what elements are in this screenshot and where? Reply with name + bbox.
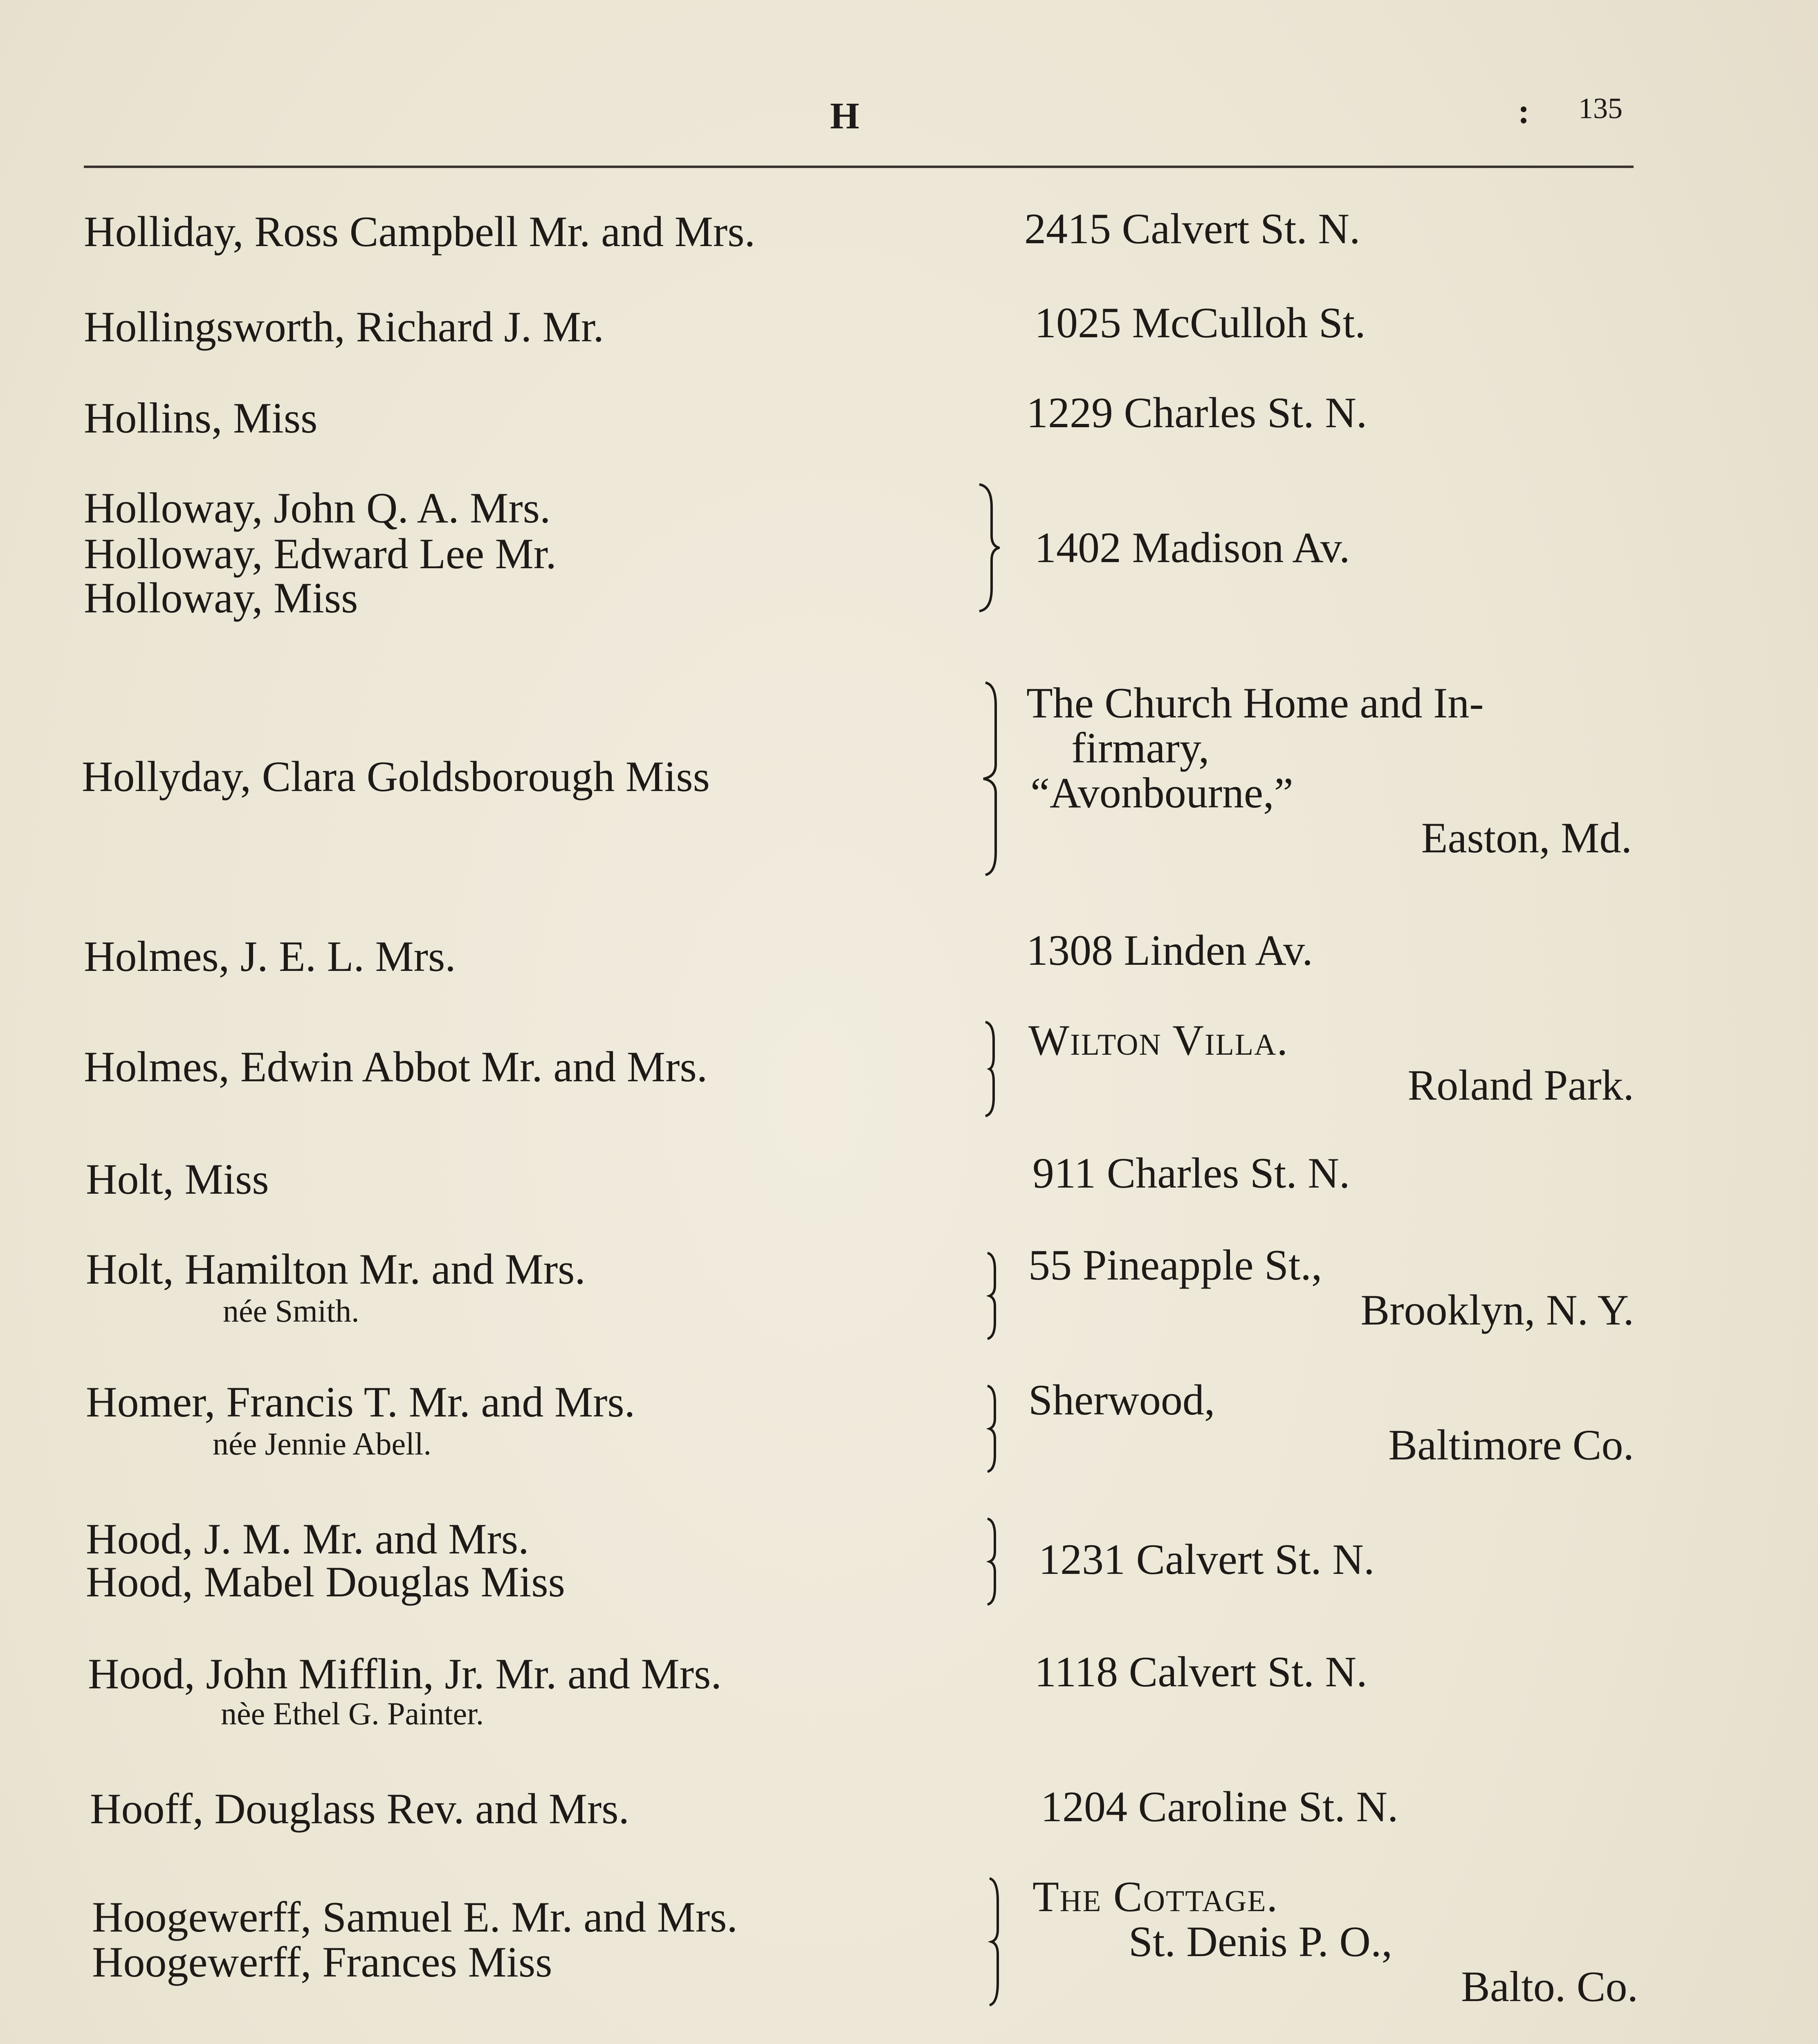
entry-address: Easton, Md. <box>1421 814 1632 862</box>
entry-address: firmary, <box>1071 724 1210 772</box>
header-mark: : <box>1518 92 1530 131</box>
entry-name: Hollingsworth, Richard J. Mr. <box>84 303 604 351</box>
entry-name: Holliday, Ross Campbell Mr. and Mrs. <box>84 208 755 256</box>
entry-address: 55 Pineapple St., <box>1028 1241 1322 1289</box>
entry-name: Holmes, Edwin Abbot Mr. and Mrs. <box>84 1043 708 1091</box>
entry-address: 2415 Calvert St. N. <box>1024 205 1360 253</box>
entry-name: Hoogewerff, Frances Miss <box>92 1938 552 1986</box>
page-number: 135 <box>1578 92 1623 125</box>
entry-address: 1229 Charles St. N. <box>1026 389 1367 437</box>
entry-address: St. Denis P. O., <box>1129 1918 1392 1966</box>
entry-address: 1308 Linden Av. <box>1026 926 1313 974</box>
entry-name: Hood, John Mifflin, Jr. Mr. and Mrs. <box>88 1650 722 1698</box>
entry-name: Hooff, Douglass Rev. and Mrs. <box>90 1785 629 1833</box>
bracket-brace <box>979 1384 1004 1474</box>
header-rule <box>84 166 1634 168</box>
bracket-brace <box>981 681 1006 877</box>
entry-address: 911 Charles St. N. <box>1032 1149 1350 1197</box>
entry-address: 1231 Calvert St. N. <box>1039 1535 1375 1583</box>
entry-name: Hollins, Miss <box>84 394 318 442</box>
entry-address: “Avonbourne,” <box>1030 769 1293 817</box>
entry-address: Balto. Co. <box>1461 1963 1638 2010</box>
entry-name: Hollyday, Clara Goldsborough Miss <box>82 753 710 800</box>
bracket-brace <box>979 1251 1004 1341</box>
section-letter: H <box>830 95 861 137</box>
entry-name: Holmes, J. E. L. Mrs. <box>84 932 456 980</box>
entry-address: Wilton Villa. <box>1028 1016 1288 1064</box>
entry-name: Hood, Mabel Douglas Miss <box>86 1558 565 1606</box>
entry-name: Homer, Francis T. Mr. and Mrs. <box>86 1378 635 1426</box>
entry-note: née Jennie Abell. <box>213 1426 431 1461</box>
entry-address: 1025 McCulloh St. <box>1035 299 1366 347</box>
entry-address: 1402 Madison Av. <box>1035 524 1350 572</box>
entry-name: Hood, J. M. Mr. and Mrs. <box>86 1515 529 1563</box>
entry-name: Holloway, Edward Lee Mr. <box>84 530 557 578</box>
entry-address: The Church Home and In- <box>1026 679 1484 727</box>
bracket-brace <box>979 1517 1004 1607</box>
entry-note: née Smith. <box>223 1293 359 1329</box>
entry-address: Roland Park. <box>1407 1061 1634 1109</box>
entry-address: 1118 Calvert St. N. <box>1035 1648 1367 1696</box>
entry-name: Holt, Miss <box>86 1155 269 1203</box>
entry-address: Baltimore Co. <box>1388 1421 1634 1469</box>
entry-address: 1204 Caroline St. N. <box>1041 1783 1398 1831</box>
entry-name: Holloway, John Q. A. Mrs. <box>84 484 551 532</box>
entry-address: The Cottage. <box>1032 1873 1279 1921</box>
entry-name: Holt, Hamilton Mr. and Mrs. <box>86 1245 586 1293</box>
bracket-brace <box>975 482 1000 613</box>
entry-note: nèe Ethel G. Painter. <box>221 1696 484 1731</box>
bracket-brace <box>977 1020 1002 1118</box>
entry-address: Brooklyn, N. Y. <box>1360 1286 1634 1334</box>
bracket-brace <box>981 1876 1006 2007</box>
entry-name: Holloway, Miss <box>84 574 358 622</box>
entry-name: Hoogewerff, Samuel E. Mr. and Mrs. <box>92 1893 738 1941</box>
entry-address: Sherwood, <box>1028 1376 1215 1424</box>
